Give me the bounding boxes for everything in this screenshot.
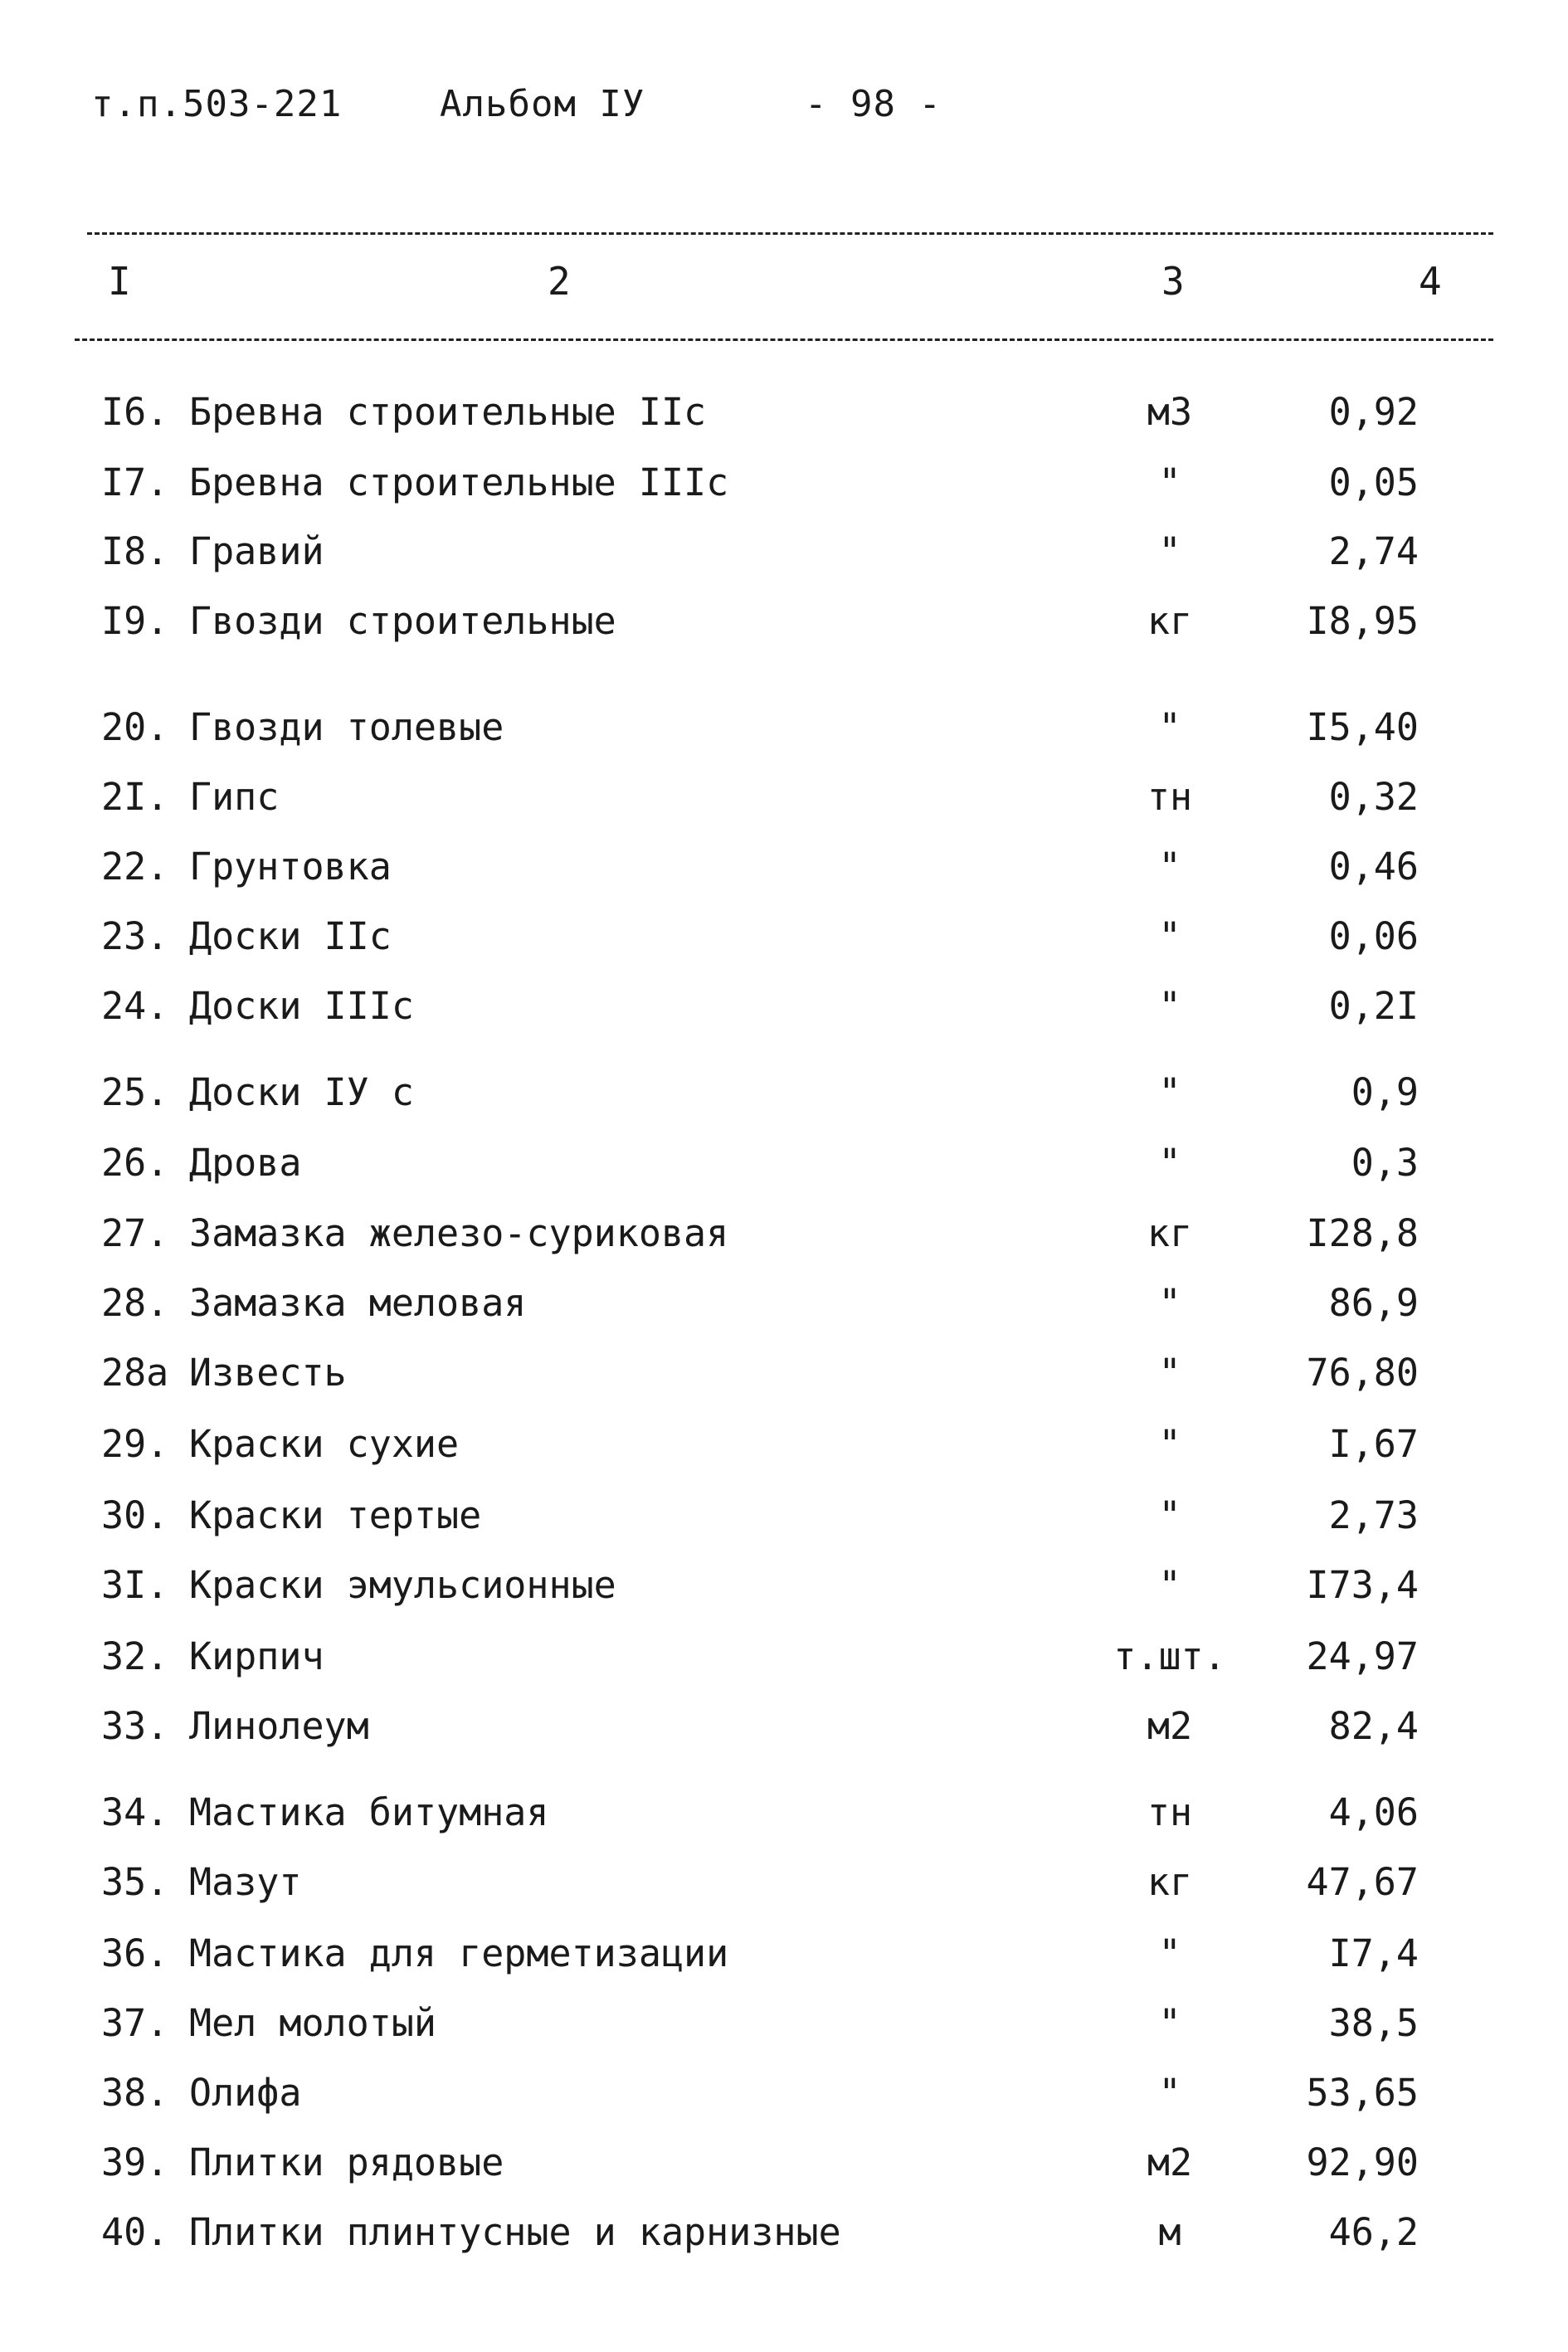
quantity: 0,05 xyxy=(1328,460,1419,504)
quantity: I7,4 xyxy=(1328,1931,1419,1975)
quantity: 2,73 xyxy=(1328,1493,1419,1537)
row-number: I6. xyxy=(101,390,169,434)
quantity: 24,97 xyxy=(1306,1634,1419,1678)
row-number: 26. xyxy=(101,1141,169,1185)
table-row xyxy=(0,1790,1568,1840)
row-number: I9. xyxy=(101,599,169,643)
table-row xyxy=(0,705,1568,755)
material-name: Замазка железо-суриковая xyxy=(189,1211,729,1255)
quantity: 47,67 xyxy=(1306,1860,1419,1904)
table-row xyxy=(0,1211,1568,1261)
unit: кг xyxy=(1147,1860,1193,1904)
table-row xyxy=(0,2210,1568,2260)
material-name: Бревна строительные IIс xyxy=(189,390,707,434)
unit: " xyxy=(1158,2001,1181,2045)
table-row xyxy=(0,984,1568,1034)
unit: " xyxy=(1158,705,1181,749)
unit: т.шт. xyxy=(1113,1634,1226,1678)
material-name: Гипс xyxy=(189,775,280,819)
quantity: I73,4 xyxy=(1306,1563,1419,1607)
row-number: 27. xyxy=(101,1211,169,1255)
row-number: 30. xyxy=(101,1493,169,1537)
header-divider xyxy=(75,338,1493,341)
material-name: Гвозди строительные xyxy=(189,599,616,643)
document-code: т.п.503-221 xyxy=(91,83,343,125)
row-number: I8. xyxy=(101,529,169,573)
row-number: 35. xyxy=(101,1860,169,1904)
material-name: Доски IIIс xyxy=(189,984,414,1028)
unit: тн xyxy=(1147,775,1193,819)
quantity: 86,9 xyxy=(1328,1281,1419,1325)
table-row xyxy=(0,1141,1568,1191)
quantity: I8,95 xyxy=(1306,599,1419,643)
row-number: 25. xyxy=(101,1070,169,1114)
quantity: 0,9 xyxy=(1351,1070,1419,1114)
unit: " xyxy=(1158,529,1181,573)
page-number: - 98 - xyxy=(805,83,942,125)
unit: " xyxy=(1158,1493,1181,1537)
row-number: I7. xyxy=(101,460,169,504)
row-number: 24. xyxy=(101,984,169,1028)
material-name: Мазут xyxy=(189,1860,302,1904)
column-header-3: 3 xyxy=(1161,259,1185,304)
material-name: Линолеум xyxy=(189,1704,369,1748)
table-row xyxy=(0,529,1568,579)
quantity: 92,90 xyxy=(1306,2140,1419,2184)
material-name: Известь xyxy=(189,1351,347,1395)
unit: " xyxy=(1158,1563,1181,1607)
column-header-2: 2 xyxy=(548,259,571,304)
unit: " xyxy=(1158,2071,1181,2115)
top-divider xyxy=(87,232,1493,235)
material-name: Краски сухие xyxy=(189,1422,460,1466)
table-row xyxy=(0,1704,1568,1754)
quantity: 4,06 xyxy=(1328,1790,1419,1834)
table-row xyxy=(0,2001,1568,2051)
unit: " xyxy=(1158,1281,1181,1325)
unit: " xyxy=(1158,1351,1181,1395)
material-name: Плитки рядовые xyxy=(189,2140,504,2184)
table-row xyxy=(0,599,1568,649)
unit: " xyxy=(1158,984,1181,1028)
quantity: I5,40 xyxy=(1306,705,1419,749)
quantity: 76,80 xyxy=(1306,1351,1419,1395)
row-number: 28. xyxy=(101,1281,169,1325)
row-number: 22. xyxy=(101,845,169,889)
material-name: Грунтовка xyxy=(189,845,392,889)
unit: м xyxy=(1158,2210,1181,2254)
unit: " xyxy=(1158,1931,1181,1975)
table-row xyxy=(0,914,1568,964)
table-row xyxy=(0,390,1568,440)
column-header-4: 4 xyxy=(1419,259,1442,304)
row-number: 33. xyxy=(101,1704,169,1748)
row-number: 40. xyxy=(101,2210,169,2254)
table-row xyxy=(0,1422,1568,1472)
table-row xyxy=(0,2140,1568,2190)
material-name: Мастика для герметизации xyxy=(189,1931,729,1975)
material-name: Замазка меловая xyxy=(189,1281,527,1325)
row-number: 3I. xyxy=(101,1563,169,1607)
quantity: 0,06 xyxy=(1328,914,1419,958)
row-number: 28а xyxy=(101,1351,169,1395)
unit: кг xyxy=(1147,599,1193,643)
quantity: 0,3 xyxy=(1351,1141,1419,1185)
unit: " xyxy=(1158,845,1181,889)
material-name: Мастика битумная xyxy=(189,1790,549,1834)
unit: " xyxy=(1158,1070,1181,1114)
table-row xyxy=(0,1931,1568,1981)
row-number: 39. xyxy=(101,2140,169,2184)
table-row xyxy=(0,1351,1568,1400)
row-number: 20. xyxy=(101,705,169,749)
quantity: 2,74 xyxy=(1328,529,1419,573)
table-row xyxy=(0,2071,1568,2121)
unit: " xyxy=(1158,460,1181,504)
row-number: 38. xyxy=(101,2071,169,2115)
unit: кг xyxy=(1147,1211,1193,1255)
unit: " xyxy=(1158,1141,1181,1185)
table-row xyxy=(0,1634,1568,1684)
material-name: Кирпич xyxy=(189,1634,324,1678)
unit: тн xyxy=(1147,1790,1193,1834)
material-name: Гравий xyxy=(189,529,324,573)
material-name: Бревна строительные IIIс xyxy=(189,460,729,504)
quantity: 0,46 xyxy=(1328,845,1419,889)
quantity: 0,2I xyxy=(1328,984,1419,1028)
unit: м3 xyxy=(1147,390,1193,434)
row-number: 29. xyxy=(101,1422,169,1466)
table-row xyxy=(0,775,1568,825)
row-number: 23. xyxy=(101,914,169,958)
material-name: Дрова xyxy=(189,1141,302,1185)
quantity: 0,92 xyxy=(1328,390,1419,434)
material-name: Мел молотый xyxy=(189,2001,437,2045)
row-number: 37. xyxy=(101,2001,169,2045)
table-row xyxy=(0,460,1568,510)
row-number: 32. xyxy=(101,1634,169,1678)
unit: " xyxy=(1158,914,1181,958)
column-header-1: I xyxy=(108,259,131,304)
unit: м2 xyxy=(1147,2140,1193,2184)
quantity: 0,32 xyxy=(1328,775,1419,819)
unit: м2 xyxy=(1147,1704,1193,1748)
quantity: 82,4 xyxy=(1328,1704,1419,1748)
quantity: 38,5 xyxy=(1328,2001,1419,2045)
table-row xyxy=(0,1493,1568,1543)
material-name: Доски IУ с xyxy=(189,1070,414,1114)
quantity: 53,65 xyxy=(1306,2071,1419,2115)
table-row xyxy=(0,1070,1568,1120)
material-name: Олифа xyxy=(189,2071,302,2115)
table-row xyxy=(0,1281,1568,1331)
row-number: 34. xyxy=(101,1790,169,1834)
material-name: Плитки плинтусные и карнизные xyxy=(189,2210,841,2254)
material-name: Краски тертые xyxy=(189,1493,482,1537)
album-label: Альбом IУ xyxy=(440,83,645,125)
quantity: I28,8 xyxy=(1306,1211,1419,1255)
table-row xyxy=(0,845,1568,894)
material-name: Гвозди толевые xyxy=(189,705,504,749)
material-name: Краски эмульсионные xyxy=(189,1563,616,1607)
table-row xyxy=(0,1860,1568,1910)
row-number: 2I. xyxy=(101,775,169,819)
row-number: 36. xyxy=(101,1931,169,1975)
table-row xyxy=(0,1563,1568,1613)
quantity: 46,2 xyxy=(1328,2210,1419,2254)
unit: " xyxy=(1158,1422,1181,1466)
quantity: I,67 xyxy=(1328,1422,1419,1466)
material-name: Доски IIс xyxy=(189,914,392,958)
